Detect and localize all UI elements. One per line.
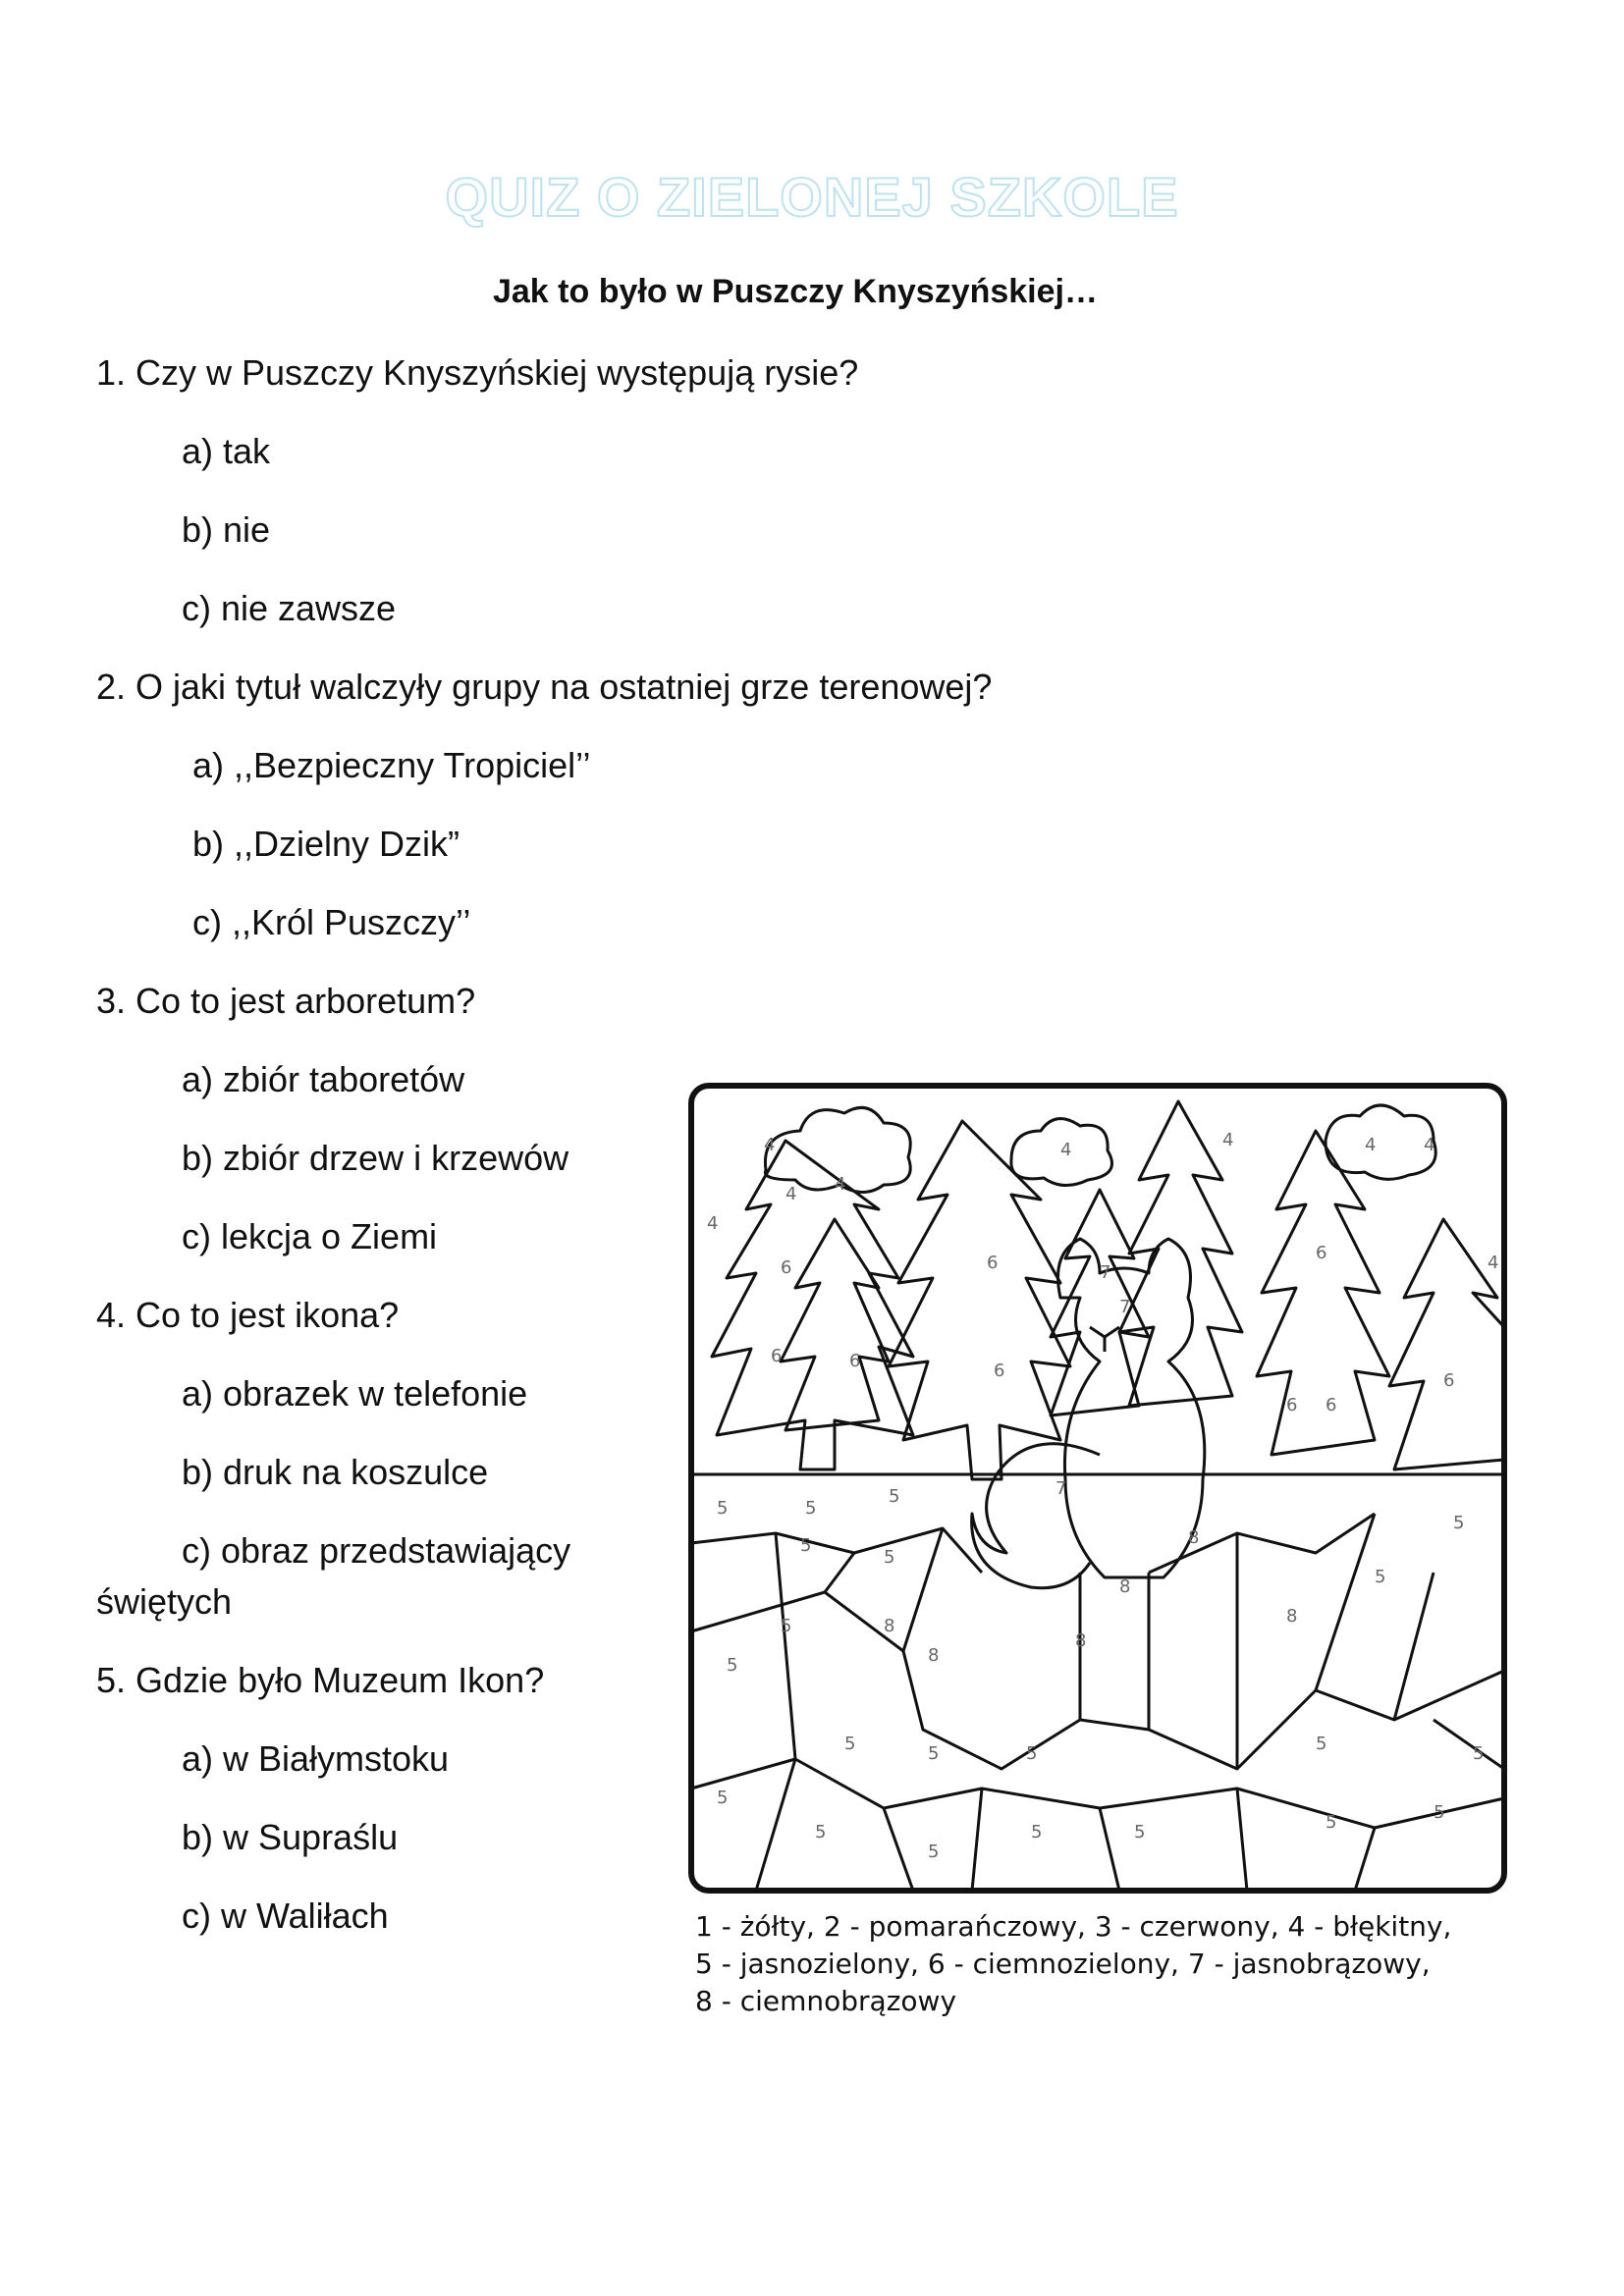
question-3-option-b: b) zbiór drzew i krzewów bbox=[182, 1138, 569, 1178]
svg-text:7: 7 bbox=[1056, 1478, 1067, 1499]
question-4-option-c: c) obraz przedstawiający bbox=[182, 1530, 571, 1571]
svg-text:5: 5 bbox=[844, 1734, 856, 1754]
svg-text:5: 5 bbox=[727, 1655, 738, 1676]
question-5-option-b: b) w Supraślu bbox=[182, 1817, 399, 1857]
question-1: 1. Czy w Puszczy Knyszyńskiej występują rysie? bbox=[96, 352, 859, 393]
svg-text:8: 8 bbox=[884, 1616, 895, 1636]
svg-text:8: 8 bbox=[1286, 1606, 1298, 1627]
svg-text:6: 6 bbox=[1443, 1370, 1455, 1391]
svg-text:8: 8 bbox=[928, 1645, 940, 1666]
svg-text:4: 4 bbox=[785, 1184, 797, 1204]
svg-text:6: 6 bbox=[1316, 1243, 1327, 1263]
color-by-number-picture bbox=[687, 1082, 1508, 1895]
svg-text:5: 5 bbox=[815, 1822, 827, 1842]
svg-text:5: 5 bbox=[889, 1486, 900, 1507]
svg-text:6: 6 bbox=[849, 1351, 861, 1371]
legend-line-3: 8 - ciemnobrązowy bbox=[695, 1985, 957, 2017]
svg-text:5: 5 bbox=[928, 1842, 940, 1862]
svg-text:5: 5 bbox=[1026, 1743, 1038, 1764]
svg-text:8: 8 bbox=[1119, 1576, 1131, 1597]
svg-text:5: 5 bbox=[805, 1498, 817, 1519]
svg-text:4: 4 bbox=[764, 1135, 776, 1155]
svg-text:6: 6 bbox=[771, 1346, 783, 1366]
svg-text:5: 5 bbox=[1326, 1812, 1337, 1833]
color-legend bbox=[695, 1908, 1451, 2020]
svg-text:7: 7 bbox=[1100, 1262, 1111, 1283]
svg-text:5: 5 bbox=[884, 1547, 895, 1568]
svg-text:5: 5 bbox=[1473, 1743, 1485, 1764]
svg-text:5: 5 bbox=[1031, 1822, 1043, 1842]
svg-text:4: 4 bbox=[1488, 1253, 1499, 1273]
question-3-option-a: a) zbiór taboretów bbox=[182, 1059, 465, 1099]
svg-text:5: 5 bbox=[1453, 1513, 1465, 1533]
question-4-option-b: b) druk na koszulce bbox=[182, 1452, 489, 1492]
question-3-option-c: c) lekcja o Ziemi bbox=[182, 1216, 438, 1256]
svg-text:5: 5 bbox=[800, 1535, 812, 1556]
svg-text:6: 6 bbox=[1326, 1395, 1337, 1415]
question-2-option-a: a) ,,Bezpieczny Tropiciel’’ bbox=[192, 745, 591, 785]
legend-line-2: 5 - jasnozielony, 6 - ciemnozielony, 7 - jasnobrązowy, bbox=[695, 1948, 1431, 1980]
svg-text:5: 5 bbox=[1375, 1567, 1386, 1587]
svg-text:4: 4 bbox=[1365, 1135, 1377, 1155]
question-1-option-a: a) tak bbox=[182, 431, 271, 471]
svg-text:4: 4 bbox=[835, 1174, 846, 1195]
question-4-option-a: a) obrazek w telefonie bbox=[182, 1373, 528, 1414]
question-5: 5. Gdzie było Muzeum Ikon? bbox=[96, 1660, 545, 1700]
question-4: 4. Co to jest ikona? bbox=[96, 1295, 400, 1335]
page-subtitle: Jak to było w Puszczy Knyszyńskiej… bbox=[492, 273, 1098, 310]
svg-text:5: 5 bbox=[1316, 1734, 1327, 1754]
svg-text:7: 7 bbox=[1119, 1297, 1131, 1317]
question-2: 2. O jaki tytuł walczyły grupy na ostatniej grze terenowej? bbox=[96, 667, 993, 707]
svg-text:8: 8 bbox=[1188, 1527, 1200, 1548]
question-1-option-c: c) nie zawsze bbox=[182, 588, 397, 628]
svg-text:5: 5 bbox=[928, 1743, 940, 1764]
question-2-option-b: b) ,,Dzielny Dzik” bbox=[192, 824, 460, 864]
question-4-option-c-continuation: świętych bbox=[96, 1581, 233, 1622]
svg-text:5: 5 bbox=[717, 1498, 729, 1519]
svg-text:5: 5 bbox=[1134, 1822, 1146, 1842]
svg-text:4: 4 bbox=[1222, 1130, 1234, 1150]
svg-text:4: 4 bbox=[1424, 1135, 1435, 1155]
svg-text:8: 8 bbox=[1075, 1630, 1087, 1651]
svg-text:4: 4 bbox=[707, 1213, 719, 1234]
question-1-option-b: b) nie bbox=[182, 509, 271, 550]
legend-line-1: 1 - żółty, 2 - pomarańczowy, 3 - czerwony, 4 - błękitny, bbox=[695, 1910, 1452, 1943]
page-title: QUIZ O ZIELONEJ SZKOLE bbox=[445, 166, 1179, 228]
svg-text:5: 5 bbox=[1434, 1802, 1445, 1823]
svg-text:6: 6 bbox=[987, 1253, 999, 1273]
svg-text:6: 6 bbox=[994, 1361, 1005, 1381]
question-3: 3. Co to jest arboretum? bbox=[96, 981, 476, 1021]
svg-text:6: 6 bbox=[1286, 1395, 1298, 1415]
svg-text:6: 6 bbox=[781, 1257, 792, 1278]
question-5-option-c: c) w Waliłach bbox=[182, 1896, 389, 1936]
svg-text:5: 5 bbox=[717, 1788, 729, 1808]
svg-text:4: 4 bbox=[1060, 1140, 1072, 1160]
question-5-option-a: a) w Białymstoku bbox=[182, 1738, 450, 1779]
svg-text:5: 5 bbox=[781, 1616, 792, 1636]
question-2-option-c: c) ,,Król Puszczy’’ bbox=[192, 902, 471, 942]
